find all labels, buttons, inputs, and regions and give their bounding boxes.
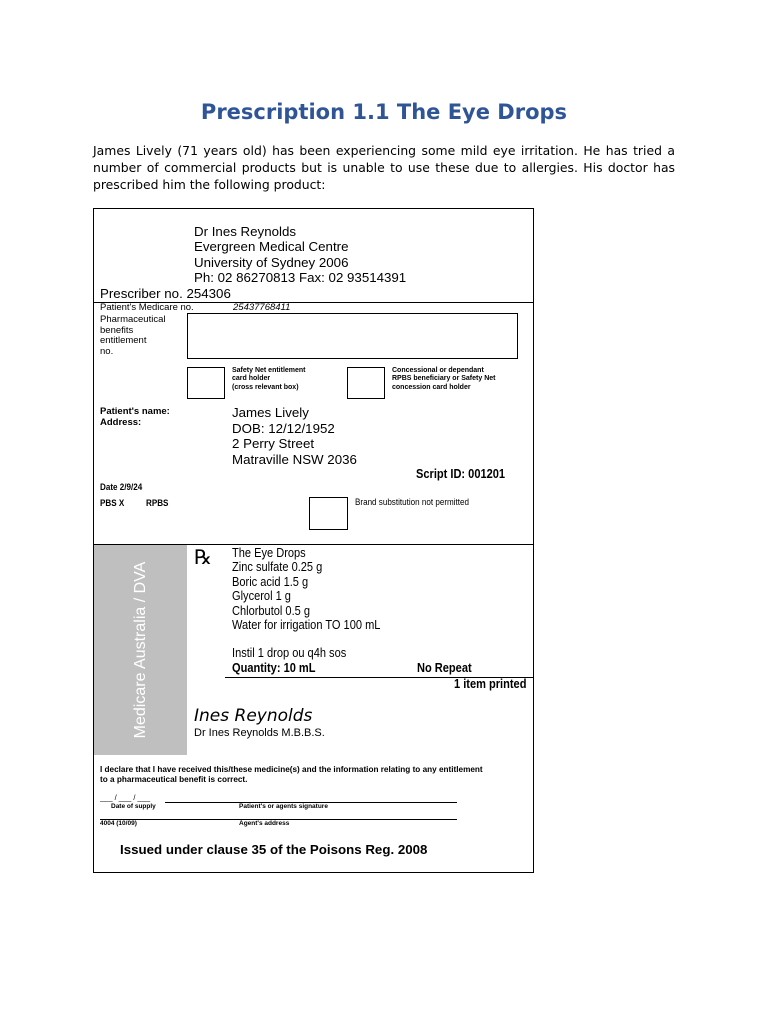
safety-net-checkbox[interactable] bbox=[187, 367, 225, 399]
patient-name-label: Patient's name: bbox=[100, 406, 170, 417]
prescriber-name: Dr Ines Reynolds bbox=[194, 224, 296, 239]
medication-line: The Eye Drops bbox=[232, 545, 306, 560]
page-title: Prescription 1.1 The Eye Drops bbox=[200, 100, 568, 124]
prescriber-block bbox=[194, 224, 406, 286]
medication-line: Zinc sulfate 0.25 g bbox=[232, 559, 323, 575]
entitlement-label: Pharmaceutical benefits entitlement no. bbox=[100, 314, 166, 357]
brand-substitution-checkbox[interactable] bbox=[309, 497, 348, 530]
patient-signature-label: Patient's or agents signature bbox=[239, 803, 328, 810]
prescriber-phone: Ph: 02 86270813 Fax: 02 93514391 bbox=[194, 270, 407, 286]
agent-address-label: Agent's address bbox=[239, 820, 290, 827]
items-printed: 1 item printed bbox=[454, 676, 527, 691]
medication-line: Chlorbutol 0.5 g bbox=[232, 602, 311, 618]
patient-suburb: Matraville NSW 2036 bbox=[232, 451, 357, 467]
prescriber-signature: Ines Reynolds bbox=[194, 706, 313, 726]
prescription-date: Date 2/9/24 bbox=[100, 482, 143, 493]
medication-line: Boric acid 1.5 g bbox=[232, 573, 309, 589]
prescriber-number: Prescriber no. 254306 bbox=[100, 286, 231, 301]
patient-address-label: Address: bbox=[100, 417, 142, 428]
repeats: No Repeat bbox=[417, 660, 472, 675]
form-code: 4004 (10/09) bbox=[100, 820, 137, 827]
concessional-checkbox[interactable] bbox=[347, 367, 385, 399]
patient-dob: DOB: 12/12/1952 bbox=[232, 420, 335, 436]
date-of-supply-blank[interactable]: ___ / ___ / ___ bbox=[100, 793, 151, 802]
prescriber-address: University of Sydney 2006 bbox=[194, 254, 349, 270]
intro-paragraph: James Lively (71 years old) has been experiencing some mild eye irritation. He has tried a number of commercial products but is unable to use these due to allergies. His doctor has prescribed him the following product: bbox=[93, 143, 675, 192]
medicare-label: Patient's Medicare no. bbox=[100, 302, 194, 313]
pbs-marker: PBS X bbox=[100, 498, 125, 509]
safety-net-label: Safety Net entitlement card holder (cross relevant box) bbox=[232, 367, 306, 391]
poisons-reg-footer: Issued under clause 35 of the Poisons Reg. 2008 bbox=[120, 842, 428, 857]
script-id: Script ID: 001201 bbox=[416, 466, 506, 481]
patient-name: James Lively bbox=[232, 405, 309, 420]
patient-details bbox=[232, 405, 357, 467]
prescriber-practice: Evergreen Medical Centre bbox=[194, 239, 349, 255]
quantity: Quantity: 10 mL bbox=[232, 660, 316, 675]
brand-substitution-label: Brand substitution not permitted bbox=[355, 497, 470, 508]
prescription-form bbox=[93, 208, 534, 873]
prescriber-printed-name: Dr Ines Reynolds M.B.B.S. bbox=[194, 727, 325, 739]
rpbs-marker: RPBS bbox=[146, 498, 169, 509]
medicare-dva-sidebar bbox=[94, 545, 187, 755]
medication-list bbox=[232, 546, 380, 632]
date-of-supply-label: Date of supply bbox=[111, 803, 156, 810]
patient-street: 2 Perry Street bbox=[232, 436, 315, 452]
patient-labels bbox=[100, 406, 170, 428]
sidebar-label: Medicare Australia / DVA bbox=[131, 561, 149, 739]
concessional-label: Concessional or dependant RPBS beneficiary or Safety Net concession card holder bbox=[392, 367, 496, 391]
rx-symbol: ℞ bbox=[194, 545, 212, 569]
declaration: I declare that I have received this/these medicine(s) and the information relating to any entitlement to a pharmaceutical benefit is correct. bbox=[100, 765, 483, 784]
entitlement-number-field[interactable] bbox=[187, 313, 518, 359]
medication-line: Glycerol 1 g bbox=[232, 588, 291, 604]
medication-line: Water for irrigation TO 100 mL bbox=[232, 617, 381, 633]
dosage-instructions: Instil 1 drop ou q4h sos bbox=[232, 645, 347, 660]
medicare-number: 25437768411 bbox=[233, 302, 291, 313]
